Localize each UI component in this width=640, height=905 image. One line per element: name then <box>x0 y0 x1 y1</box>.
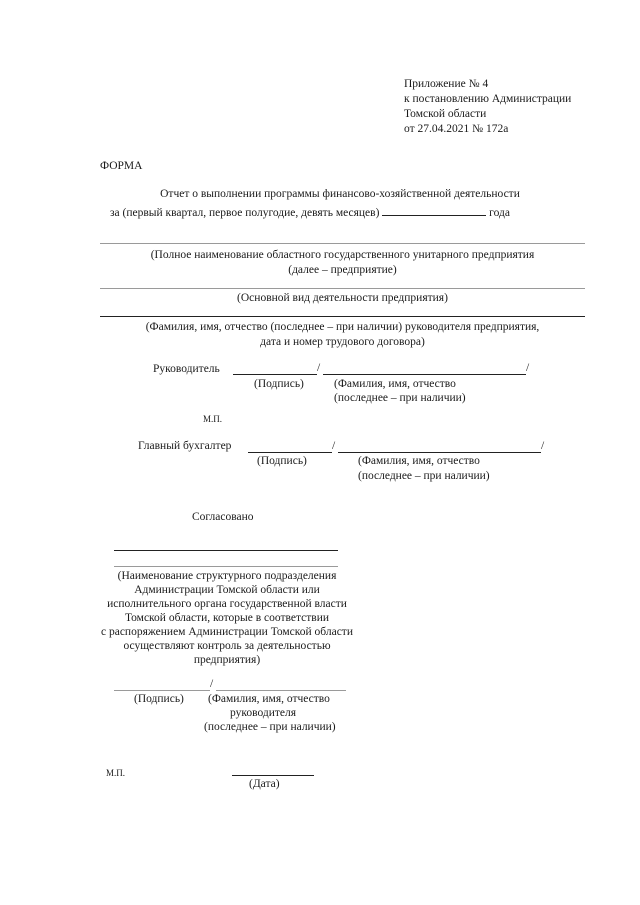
agreed-caption-2: Администрации Томской области или <box>134 584 320 596</box>
head-label: Руководитель <box>153 363 220 375</box>
report-year-field[interactable] <box>382 204 486 216</box>
head-name-field[interactable] <box>323 374 526 375</box>
report-title-line-2 <box>110 204 510 220</box>
director-info-line[interactable] <box>100 316 585 317</box>
agreed-name-caption-3: (последнее – при наличии) <box>204 721 336 733</box>
accountant-signature-caption: (Подпись) <box>257 455 307 467</box>
enterprise-name-caption-2: (далее – предприятие) <box>288 264 397 276</box>
accountant-name-field[interactable] <box>338 452 541 453</box>
agreed-caption-4: Томской области, которые в соответствии <box>124 612 329 624</box>
agreed-caption-5: с распоряжением Администрации Томской области <box>100 626 353 638</box>
agreed-caption-1: (Наименование структурного подразделения <box>117 570 337 582</box>
head-name-caption-2: (последнее – при наличии) <box>334 392 466 404</box>
separator-slash: / <box>332 440 336 452</box>
accountant-name-caption-2: (последнее – при наличии) <box>358 470 490 482</box>
separator-slash: / <box>541 440 545 452</box>
head-name-caption-1: (Фамилия, имя, отчество <box>334 378 456 390</box>
agreed-title: Согласовано <box>192 511 254 523</box>
date-caption: (Дата) <box>249 778 280 790</box>
separator-slash: / <box>526 362 530 374</box>
enterprise-name-caption-1: (Полное наименование областного государственного унитарного предприятия <box>150 249 535 261</box>
director-info-caption-1: (Фамилия, имя, отчество (последнее – при наличии) руководителя предприятия, <box>145 321 540 333</box>
agreed-org-line-1[interactable] <box>114 550 338 551</box>
accountant-name-caption-1: (Фамилия, имя, отчество <box>358 455 480 467</box>
report-period-label: за (первый квартал, первое полугодие, девять месяцев) <box>110 207 380 219</box>
report-title-line-1: Отчет о выполнении программы финансово-хозяйственной деятельности <box>160 188 520 200</box>
stamp-mark: М.П. <box>106 768 126 778</box>
agreed-caption-3: исполнительного органа государственной власти <box>107 598 347 610</box>
agreed-org-line-2[interactable] <box>114 566 338 567</box>
separator-slash: / <box>210 678 214 690</box>
head-signature-field[interactable] <box>233 374 317 375</box>
form-label: ФОРМА <box>100 160 143 172</box>
head-signature-caption: (Подпись) <box>254 378 304 390</box>
accountant-label: Главный бухгалтер <box>138 440 232 452</box>
date-field[interactable] <box>232 775 314 776</box>
agreed-name-field[interactable] <box>216 690 346 691</box>
agreed-signature-field[interactable] <box>114 690 210 691</box>
accountant-signature-field[interactable] <box>248 452 332 453</box>
appendix-line-3: Томской области <box>404 108 487 120</box>
appendix-line-2: к постановлению Администрации <box>404 93 572 105</box>
agreed-name-caption-2: руководителя <box>230 707 297 719</box>
enterprise-name-line[interactable] <box>100 243 585 244</box>
agreed-name-caption-1: (Фамилия, имя, отчество <box>208 693 330 705</box>
report-year-suffix: года <box>489 207 510 219</box>
stamp-mark: М.П. <box>203 414 223 424</box>
main-activity-caption: (Основной вид деятельности предприятия) <box>237 292 448 304</box>
appendix-line-1: Приложение № 4 <box>404 78 489 90</box>
appendix-line-4: от 27.04.2021 № 172а <box>404 123 509 135</box>
director-info-caption-2: дата и номер трудового договора) <box>260 336 425 348</box>
agreed-caption-7: предприятия) <box>193 654 261 666</box>
agreed-caption-6: осуществляют контроль за деятельностью <box>123 640 331 652</box>
separator-slash: / <box>317 362 321 374</box>
agreed-signature-caption: (Подпись) <box>134 693 184 705</box>
main-activity-line[interactable] <box>100 288 585 289</box>
